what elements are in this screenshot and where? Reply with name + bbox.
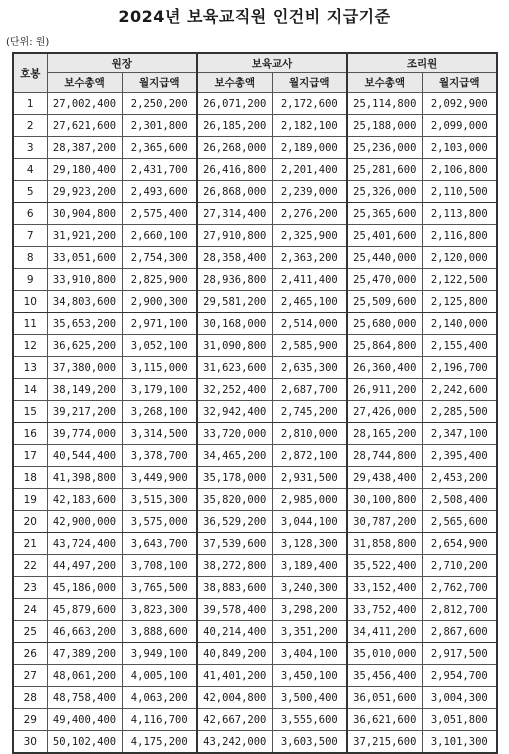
cook-monthly-cell: 2,762,700 xyxy=(422,577,497,599)
director-total-cell: 41,398,800 xyxy=(47,467,122,489)
table-row xyxy=(13,731,497,754)
director-total-cell: 39,774,000 xyxy=(47,423,122,445)
teacher-monthly-cell: 2,172,600 xyxy=(272,93,347,115)
cook-total-cell: 25,281,600 xyxy=(347,159,422,181)
table-body xyxy=(13,93,497,754)
teacher-total-cell: 26,185,200 xyxy=(197,115,272,137)
teacher-monthly-cell: 2,182,100 xyxy=(272,115,347,137)
table-row xyxy=(13,423,497,445)
table-row xyxy=(13,247,497,269)
table-row xyxy=(13,379,497,401)
grade-cell: 3 xyxy=(13,137,47,159)
cook-monthly-cell: 2,954,700 xyxy=(422,665,497,687)
teacher-monthly-cell: 2,985,000 xyxy=(272,489,347,511)
teacher-total-cell: 42,667,200 xyxy=(197,709,272,731)
cook-monthly-cell: 2,103,000 xyxy=(422,137,497,159)
teacher-total-cell: 26,268,000 xyxy=(197,137,272,159)
director-monthly-cell: 3,268,100 xyxy=(122,401,197,423)
director-total-cell: 42,900,000 xyxy=(47,511,122,533)
cook-monthly-cell: 2,347,100 xyxy=(422,423,497,445)
table-row xyxy=(13,335,497,357)
grade-cell: 23 xyxy=(13,577,47,599)
grade-cell: 30 xyxy=(13,731,47,754)
teacher-monthly-cell: 3,450,100 xyxy=(272,665,347,687)
cook-monthly-cell: 3,051,800 xyxy=(422,709,497,731)
director-total-cell: 38,149,200 xyxy=(47,379,122,401)
table-row xyxy=(13,291,497,313)
grade-cell: 6 xyxy=(13,203,47,225)
teacher-monthly-cell: 3,603,500 xyxy=(272,731,347,754)
teacher-total-cell: 31,623,600 xyxy=(197,357,272,379)
cook-monthly-cell: 2,242,600 xyxy=(422,379,497,401)
cook-monthly-cell: 2,196,700 xyxy=(422,357,497,379)
table-row xyxy=(13,709,497,731)
teacher-total-cell: 37,539,600 xyxy=(197,533,272,555)
director-monthly-cell: 3,643,700 xyxy=(122,533,197,555)
director-total-cell: 33,051,600 xyxy=(47,247,122,269)
table-row xyxy=(13,621,497,643)
teacher-total-cell: 26,071,200 xyxy=(197,93,272,115)
teacher-monthly-cell: 3,189,400 xyxy=(272,555,347,577)
grade-cell: 8 xyxy=(13,247,47,269)
teacher-monthly-cell: 2,465,100 xyxy=(272,291,347,313)
cook-monthly-cell: 2,812,700 xyxy=(422,599,497,621)
director-total-cell: 36,625,200 xyxy=(47,335,122,357)
cook-monthly-cell: 2,106,800 xyxy=(422,159,497,181)
table-row xyxy=(13,687,497,709)
cook-monthly-cell: 2,116,800 xyxy=(422,225,497,247)
teacher-monthly-cell: 2,810,000 xyxy=(272,423,347,445)
sub-header-total: 보수총액 xyxy=(197,73,272,93)
sub-header-monthly: 월지급액 xyxy=(272,73,347,93)
director-monthly-cell: 3,052,100 xyxy=(122,335,197,357)
cook-monthly-cell: 2,453,200 xyxy=(422,467,497,489)
table-row xyxy=(13,115,497,137)
director-total-cell: 28,387,200 xyxy=(47,137,122,159)
cook-total-cell: 25,188,000 xyxy=(347,115,422,137)
director-monthly-cell: 3,515,300 xyxy=(122,489,197,511)
teacher-total-cell: 35,178,000 xyxy=(197,467,272,489)
grade-cell: 16 xyxy=(13,423,47,445)
cook-monthly-cell: 2,113,800 xyxy=(422,203,497,225)
cook-total-cell: 28,165,200 xyxy=(347,423,422,445)
director-monthly-cell: 3,949,100 xyxy=(122,643,197,665)
grade-cell: 29 xyxy=(13,709,47,731)
director-monthly-cell: 3,575,000 xyxy=(122,511,197,533)
teacher-monthly-cell: 2,201,400 xyxy=(272,159,347,181)
director-monthly-cell: 4,175,200 xyxy=(122,731,197,754)
teacher-total-cell: 27,910,800 xyxy=(197,225,272,247)
grade-cell: 7 xyxy=(13,225,47,247)
table-row xyxy=(13,137,497,159)
grade-cell: 27 xyxy=(13,665,47,687)
director-monthly-cell: 4,063,200 xyxy=(122,687,197,709)
teacher-monthly-cell: 3,500,400 xyxy=(272,687,347,709)
director-total-cell: 27,002,400 xyxy=(47,93,122,115)
director-total-cell: 42,183,600 xyxy=(47,489,122,511)
director-monthly-cell: 2,431,700 xyxy=(122,159,197,181)
teacher-total-cell: 34,465,200 xyxy=(197,445,272,467)
sub-header-monthly: 월지급액 xyxy=(422,73,497,93)
cook-total-cell: 31,858,800 xyxy=(347,533,422,555)
cook-monthly-cell: 2,125,800 xyxy=(422,291,497,313)
director-monthly-cell: 2,365,600 xyxy=(122,137,197,159)
grade-cell: 26 xyxy=(13,643,47,665)
director-total-cell: 49,400,400 xyxy=(47,709,122,731)
director-monthly-cell: 3,314,500 xyxy=(122,423,197,445)
group-header-teacher: 보육교사 xyxy=(197,53,347,73)
table-row xyxy=(13,93,497,115)
cook-total-cell: 25,326,000 xyxy=(347,181,422,203)
grade-cell: 5 xyxy=(13,181,47,203)
grade-cell: 19 xyxy=(13,489,47,511)
director-total-cell: 50,102,400 xyxy=(47,731,122,754)
cook-monthly-cell: 2,395,400 xyxy=(422,445,497,467)
cook-total-cell: 26,911,200 xyxy=(347,379,422,401)
table-row xyxy=(13,225,497,247)
director-total-cell: 34,803,600 xyxy=(47,291,122,313)
cook-total-cell: 30,787,200 xyxy=(347,511,422,533)
teacher-total-cell: 38,272,800 xyxy=(197,555,272,577)
director-monthly-cell: 3,888,600 xyxy=(122,621,197,643)
cook-total-cell: 29,438,400 xyxy=(347,467,422,489)
teacher-total-cell: 31,090,800 xyxy=(197,335,272,357)
cook-monthly-cell: 2,710,200 xyxy=(422,555,497,577)
director-total-cell: 46,663,200 xyxy=(47,621,122,643)
director-monthly-cell: 3,765,500 xyxy=(122,577,197,599)
teacher-total-cell: 38,883,600 xyxy=(197,577,272,599)
page-title: 2024년 보육교직원 인건비 지급기준 xyxy=(118,7,391,26)
cook-monthly-cell: 2,565,600 xyxy=(422,511,497,533)
table-row xyxy=(13,489,497,511)
director-total-cell: 27,621,600 xyxy=(47,115,122,137)
cook-monthly-cell: 2,917,500 xyxy=(422,643,497,665)
salary-table xyxy=(12,52,498,754)
director-monthly-cell: 2,660,100 xyxy=(122,225,197,247)
cook-total-cell: 26,360,400 xyxy=(347,357,422,379)
teacher-total-cell: 28,936,800 xyxy=(197,269,272,291)
teacher-monthly-cell: 3,128,300 xyxy=(272,533,347,555)
director-monthly-cell: 2,900,300 xyxy=(122,291,197,313)
cook-total-cell: 37,215,600 xyxy=(347,731,422,754)
teacher-total-cell: 36,529,200 xyxy=(197,511,272,533)
teacher-total-cell: 32,942,400 xyxy=(197,401,272,423)
director-monthly-cell: 2,301,800 xyxy=(122,115,197,137)
table-row xyxy=(13,643,497,665)
cook-total-cell: 36,051,600 xyxy=(347,687,422,709)
teacher-monthly-cell: 2,239,000 xyxy=(272,181,347,203)
cook-total-cell: 34,411,200 xyxy=(347,621,422,643)
teacher-monthly-cell: 3,404,100 xyxy=(272,643,347,665)
grade-cell: 14 xyxy=(13,379,47,401)
director-total-cell: 45,879,600 xyxy=(47,599,122,621)
cook-monthly-cell: 2,110,500 xyxy=(422,181,497,203)
director-monthly-cell: 3,708,100 xyxy=(122,555,197,577)
cook-monthly-cell: 2,155,400 xyxy=(422,335,497,357)
teacher-monthly-cell: 2,189,000 xyxy=(272,137,347,159)
teacher-monthly-cell: 3,555,600 xyxy=(272,709,347,731)
grade-cell: 22 xyxy=(13,555,47,577)
table-row xyxy=(13,181,497,203)
director-total-cell: 37,380,000 xyxy=(47,357,122,379)
grade-cell: 25 xyxy=(13,621,47,643)
cook-monthly-cell: 2,285,500 xyxy=(422,401,497,423)
director-total-cell: 31,921,200 xyxy=(47,225,122,247)
cook-total-cell: 25,864,800 xyxy=(347,335,422,357)
cook-total-cell: 30,100,800 xyxy=(347,489,422,511)
cook-total-cell: 28,744,800 xyxy=(347,445,422,467)
cook-monthly-cell: 3,101,300 xyxy=(422,731,497,754)
cook-total-cell: 25,236,000 xyxy=(347,137,422,159)
cook-monthly-cell: 3,004,300 xyxy=(422,687,497,709)
director-monthly-cell: 3,449,900 xyxy=(122,467,197,489)
teacher-monthly-cell: 2,745,200 xyxy=(272,401,347,423)
teacher-total-cell: 33,720,000 xyxy=(197,423,272,445)
table-row xyxy=(13,555,497,577)
grade-cell: 2 xyxy=(13,115,47,137)
group-header-cook: 조리원 xyxy=(347,53,497,73)
teacher-total-cell: 39,578,400 xyxy=(197,599,272,621)
teacher-monthly-cell: 2,687,700 xyxy=(272,379,347,401)
grade-cell: 10 xyxy=(13,291,47,313)
director-total-cell: 30,904,800 xyxy=(47,203,122,225)
grade-header: 호봉 xyxy=(13,53,47,93)
teacher-total-cell: 40,849,200 xyxy=(197,643,272,665)
grade-cell: 15 xyxy=(13,401,47,423)
director-monthly-cell: 4,005,100 xyxy=(122,665,197,687)
director-total-cell: 35,653,200 xyxy=(47,313,122,335)
grade-cell: 21 xyxy=(13,533,47,555)
teacher-monthly-cell: 3,351,200 xyxy=(272,621,347,643)
table-row xyxy=(13,401,497,423)
sub-header-total: 보수총액 xyxy=(47,73,122,93)
teacher-monthly-cell: 2,411,400 xyxy=(272,269,347,291)
teacher-total-cell: 29,581,200 xyxy=(197,291,272,313)
table-row xyxy=(13,159,497,181)
teacher-monthly-cell: 2,931,500 xyxy=(272,467,347,489)
table-header xyxy=(13,53,497,93)
cook-monthly-cell: 2,099,000 xyxy=(422,115,497,137)
director-monthly-cell: 3,115,000 xyxy=(122,357,197,379)
grade-cell: 24 xyxy=(13,599,47,621)
teacher-total-cell: 35,820,000 xyxy=(197,489,272,511)
director-monthly-cell: 4,116,700 xyxy=(122,709,197,731)
director-total-cell: 29,923,200 xyxy=(47,181,122,203)
sub-header-monthly: 월지급액 xyxy=(122,73,197,93)
teacher-total-cell: 40,214,400 xyxy=(197,621,272,643)
director-total-cell: 48,061,200 xyxy=(47,665,122,687)
director-total-cell: 33,910,800 xyxy=(47,269,122,291)
grade-cell: 1 xyxy=(13,93,47,115)
grade-cell: 9 xyxy=(13,269,47,291)
table-row xyxy=(13,511,497,533)
table-row xyxy=(13,445,497,467)
table-row xyxy=(13,203,497,225)
director-monthly-cell: 2,971,100 xyxy=(122,313,197,335)
grade-cell: 13 xyxy=(13,357,47,379)
table-row xyxy=(13,467,497,489)
table-row xyxy=(13,313,497,335)
teacher-monthly-cell: 2,276,200 xyxy=(272,203,347,225)
teacher-monthly-cell: 2,363,200 xyxy=(272,247,347,269)
cook-monthly-cell: 2,867,600 xyxy=(422,621,497,643)
teacher-monthly-cell: 3,240,300 xyxy=(272,577,347,599)
cook-total-cell: 35,456,400 xyxy=(347,665,422,687)
table-row xyxy=(13,533,497,555)
cook-total-cell: 27,426,000 xyxy=(347,401,422,423)
cook-total-cell: 25,401,600 xyxy=(347,225,422,247)
cook-total-cell: 33,152,400 xyxy=(347,577,422,599)
teacher-total-cell: 26,416,800 xyxy=(197,159,272,181)
teacher-monthly-cell: 3,044,100 xyxy=(272,511,347,533)
teacher-total-cell: 30,168,000 xyxy=(197,313,272,335)
director-monthly-cell: 2,250,200 xyxy=(122,93,197,115)
table-row xyxy=(13,357,497,379)
cook-total-cell: 25,509,600 xyxy=(347,291,422,313)
grade-cell: 4 xyxy=(13,159,47,181)
teacher-total-cell: 43,242,000 xyxy=(197,731,272,754)
teacher-total-cell: 28,358,400 xyxy=(197,247,272,269)
cook-total-cell: 35,522,400 xyxy=(347,555,422,577)
cook-monthly-cell: 2,654,900 xyxy=(422,533,497,555)
teacher-monthly-cell: 2,325,900 xyxy=(272,225,347,247)
cook-monthly-cell: 2,092,900 xyxy=(422,93,497,115)
group-header-director: 원장 xyxy=(47,53,197,73)
cook-total-cell: 25,365,600 xyxy=(347,203,422,225)
director-total-cell: 39,217,200 xyxy=(47,401,122,423)
cook-monthly-cell: 2,120,000 xyxy=(422,247,497,269)
unit-label: (단위: 원) xyxy=(6,37,50,48)
cook-total-cell: 25,680,000 xyxy=(347,313,422,335)
teacher-monthly-cell: 2,585,900 xyxy=(272,335,347,357)
director-total-cell: 45,186,000 xyxy=(47,577,122,599)
table-row xyxy=(13,599,497,621)
director-total-cell: 43,724,400 xyxy=(47,533,122,555)
grade-cell: 28 xyxy=(13,687,47,709)
teacher-monthly-cell: 2,635,300 xyxy=(272,357,347,379)
director-total-cell: 44,497,200 xyxy=(47,555,122,577)
director-monthly-cell: 2,493,600 xyxy=(122,181,197,203)
cook-monthly-cell: 2,122,500 xyxy=(422,269,497,291)
director-monthly-cell: 2,825,900 xyxy=(122,269,197,291)
cook-total-cell: 33,752,400 xyxy=(347,599,422,621)
table-row xyxy=(13,665,497,687)
director-monthly-cell: 3,179,100 xyxy=(122,379,197,401)
teacher-monthly-cell: 2,872,100 xyxy=(272,445,347,467)
cook-total-cell: 36,621,600 xyxy=(347,709,422,731)
director-monthly-cell: 3,378,700 xyxy=(122,445,197,467)
grade-cell: 12 xyxy=(13,335,47,357)
director-monthly-cell: 3,823,300 xyxy=(122,599,197,621)
director-total-cell: 40,544,400 xyxy=(47,445,122,467)
cook-total-cell: 35,010,000 xyxy=(347,643,422,665)
director-total-cell: 47,389,200 xyxy=(47,643,122,665)
teacher-total-cell: 41,401,200 xyxy=(197,665,272,687)
director-monthly-cell: 2,754,300 xyxy=(122,247,197,269)
teacher-monthly-cell: 2,514,000 xyxy=(272,313,347,335)
teacher-total-cell: 42,004,800 xyxy=(197,687,272,709)
grade-cell: 18 xyxy=(13,467,47,489)
director-total-cell: 48,758,400 xyxy=(47,687,122,709)
grade-cell: 17 xyxy=(13,445,47,467)
table-row xyxy=(13,577,497,599)
sub-header-total: 보수총액 xyxy=(347,73,422,93)
cook-monthly-cell: 2,140,000 xyxy=(422,313,497,335)
grade-cell: 20 xyxy=(13,511,47,533)
teacher-total-cell: 32,252,400 xyxy=(197,379,272,401)
director-total-cell: 29,180,400 xyxy=(47,159,122,181)
teacher-total-cell: 26,868,000 xyxy=(197,181,272,203)
table-row xyxy=(13,269,497,291)
director-monthly-cell: 2,575,400 xyxy=(122,203,197,225)
teacher-total-cell: 27,314,400 xyxy=(197,203,272,225)
cook-total-cell: 25,114,800 xyxy=(347,93,422,115)
teacher-monthly-cell: 3,298,200 xyxy=(272,599,347,621)
grade-cell: 11 xyxy=(13,313,47,335)
cook-total-cell: 25,470,000 xyxy=(347,269,422,291)
cook-total-cell: 25,440,000 xyxy=(347,247,422,269)
cook-monthly-cell: 2,508,400 xyxy=(422,489,497,511)
